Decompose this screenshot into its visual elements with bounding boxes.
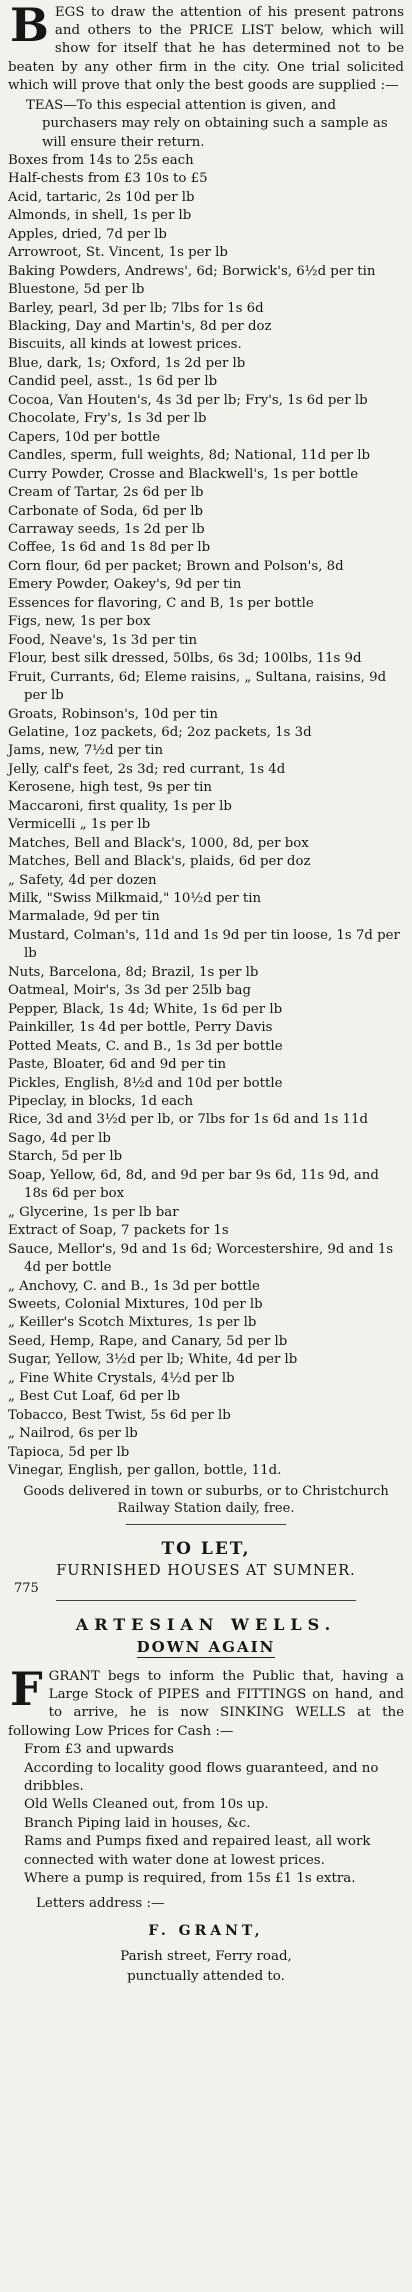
price-list-item: Painkiller, 1s 4d per bottle, Perry Davis — [8, 1020, 273, 1036]
price-list-item: Maccaroni, first quality, 1s per lb — [8, 798, 232, 814]
price-list-item: Tobacco, Best Twist, 5s 6d per lb — [8, 1407, 231, 1423]
price-list-item: „ Nailrod, 6s per lb — [8, 1426, 138, 1442]
price-list-item: Candid peel, asst., 1s 6d per lb — [8, 374, 218, 390]
price-list-item: Fruit, Currants, 6d; Eleme raisins, „ Sultana, raisins, 9d per lb — [8, 669, 387, 704]
artesian-line: From £3 and upwards — [24, 1742, 174, 1758]
price-list-item: Apples, dried, 7d per lb — [8, 226, 167, 242]
artesian-line: Rams and Pumps fixed and repaired least, all work connected with water done at lowest prices. — [24, 1834, 371, 1868]
artesian-paragraph — [8, 1661, 404, 1742]
price-list-item: Sugar, Yellow, 3½d per lb; White, 4d per lb — [8, 1352, 298, 1368]
price-list-item: Pepper, Black, 1s 4d; White, 1s 6d per lb — [8, 1001, 283, 1017]
price-list-item: Mustard, Colman's, 11d and 1s 9d per tin loose, 1s 7d per lb — [8, 927, 400, 962]
price-list-item: Baking Powders, Andrews', 6d; Borwick's, 6½d per tin — [8, 263, 376, 279]
price-list-item: Food, Neave's, 1s 3d per tin — [8, 632, 198, 648]
price-list-item: Marmalade, 9d per tin — [8, 909, 160, 925]
price-list — [6, 152, 406, 1481]
price-list-item: Groats, Robinson's, 10d per tin — [8, 706, 218, 722]
price-list-item: Coffee, 1s 6d and 1s 8d per lb — [8, 540, 211, 556]
price-list-item: Half-chests from £3 10s to £5 — [8, 171, 208, 187]
price-list-item: „ Fine White Crystals, 4½d per lb — [8, 1370, 235, 1386]
price-list-item: Figs, new, 1s per box — [8, 614, 151, 630]
price-list-item: Vinegar, English, per gallon, bottle, 11d. — [8, 1463, 282, 1479]
to-let-heading: TO LET, — [161, 1538, 251, 1559]
price-list-item: Boxes from 14s to 25s each — [8, 152, 194, 168]
price-list-item: Essences for flavoring, C and B, 1s per bottle — [8, 595, 314, 611]
price-list-item: Gelatine, 1oz packets, 6d; 2oz packets, 1s 3d — [8, 724, 312, 740]
price-list-item: Starch, 5d per lb — [8, 1149, 123, 1165]
artesian-subheading-text: DOWN AGAIN — [136, 1637, 276, 1656]
price-list-item: Biscuits, all kinds at lowest prices. — [8, 337, 242, 353]
delivery-notice: Goods delivered in town or suburbs, or to Christchurch Railway Station daily, free. — [23, 1483, 389, 1517]
price-list-item: Pipeclay, in blocks, 1d each — [8, 1094, 194, 1110]
price-list-item: Sago, 4d per lb — [8, 1130, 111, 1146]
artesian-heading: ARTESIAN WELLS. — [75, 1614, 337, 1634]
price-list-item: Carbonate of Soda, 6d per lb — [8, 503, 203, 519]
price-list-item: Corn flour, 6d per packet; Brown and Polson's, 8d — [8, 558, 344, 574]
price-list-item: Cream of Tartar, 2s 6d per lb — [8, 485, 204, 501]
price-list-item: Matches, Bell and Black's, plaids, 6d per doz — [8, 854, 311, 870]
price-list-item: Candles, sperm, full weights, 8d; National, 11d per lb — [8, 448, 371, 464]
price-list-item: Matches, Bell and Black's, 1000, 8d, per box — [8, 835, 309, 851]
price-list-item: „ Keiller's Scotch Mixtures, 1s per lb — [8, 1315, 257, 1331]
price-list-item: Nuts, Barcelona, 8d; Brazil, 1s per lb — [8, 964, 259, 980]
price-list-item: Milk, "Swiss Milkmaid," 10½d per tin — [8, 891, 262, 907]
artesian-line: Where a pump is required, from 15s £1 1s extra. — [24, 1871, 356, 1886]
price-list-item: Pickles, English, 8½d and 10d per bottle — [8, 1075, 283, 1091]
price-list-item: „ Safety, 4d per dozen — [8, 872, 157, 888]
price-list-item: Bluestone, 5d per lb — [8, 282, 145, 298]
price-list-item: Paste, Bloater, 6d and 9d per tin — [8, 1057, 227, 1073]
artesian-line: According to locality good flows guaranteed, and no dribbles. — [24, 1760, 379, 1794]
price-list-item: Capers, 10d per bottle — [8, 429, 161, 445]
intro-text: EGS to draw the attention of his present patrons and others to the PRICE LIST below, which will show for itself that he has determined not to be beaten by any other firm in the city. One trial solicited which will prove that only the best goods are supplied :— — [8, 5, 404, 93]
address: Parish street, Ferry road, — [120, 1949, 292, 1965]
price-list-item: Curry Powder, Crosse and Blackwell's, 1s per bottle — [8, 466, 359, 482]
signature: F. GRANT, — [148, 1923, 264, 1940]
price-list-item: Chocolate, Fry's, 1s 3d per lb — [8, 411, 207, 427]
price-list-item: Jams, new, 7½d per tin — [8, 743, 164, 759]
price-list-item: Vermicelli „ 1s per lb — [8, 817, 151, 833]
price-list-item: Tapioca, 5d per lb — [8, 1444, 130, 1460]
price-list-item: Acid, tartaric, 2s 10d per lb — [8, 189, 195, 205]
price-list-item: Sweets, Colonial Mixtures, 10d per lb — [8, 1297, 263, 1312]
price-list-item: Rice, 3d and 3½d per lb, or 7lbs for 1s 6d and 1s 11d — [8, 1112, 368, 1128]
artesian-body: GRANT begs to inform the Public that, having a Large Stock of PIPES and FITTINGS on hand, and to arrive, he is now SINKING WELLS at the following Low Prices for Cash :— — [8, 1668, 404, 1739]
closing-line: punctually attended to. — [127, 1969, 285, 1985]
price-list-item: Emery Powder, Oakey's, 9d per tin — [8, 577, 242, 593]
price-list-item: Almonds, in shell, 1s per lb — [8, 208, 192, 224]
price-list-item: „ Anchovy, C. and B., 1s 3d per bottle — [8, 1278, 260, 1294]
intro-drop-cap: B — [10, 0, 49, 52]
price-list-item: Soap, Yellow, 6d, 8d, and 9d per bar 9s 6d, 11s 9d, and 18s 6d per box — [8, 1167, 379, 1202]
price-list-item: Sauce, Mellor's, 9d and 1s 6d; Worcestershire, 9d and 1s 4d per bottle — [8, 1241, 394, 1276]
price-list-item: Carraway seeds, 1s 2d per lb — [8, 521, 205, 537]
artesian-line: Branch Piping laid in houses, &c. — [24, 1815, 251, 1831]
to-let-subheading: FURNISHED HOUSES AT SUMNER. — [56, 1562, 356, 1579]
price-list-item: Arrowroot, St. Vincent, 1s per lb — [8, 245, 228, 261]
price-list-item: Flour, best silk dressed, 50lbs, 6s 3d; 100lbs, 11s 9d — [8, 651, 362, 667]
price-list-item: Potted Meats, C. and B., 1s 3d per bottle — [8, 1038, 283, 1054]
artesian-line: Old Wells Cleaned out, from 10s up. — [24, 1797, 269, 1813]
price-list-item: Barley, pearl, 3d per lb; 7lbs for 1s 6d — [8, 300, 264, 316]
price-list-item: Seed, Hemp, Rape, and Canary, 5d per lb — [8, 1333, 288, 1349]
price-list-item: Cocoa, Van Houten's, 4s 3d per lb; Fry's, 1s 6d per lb — [8, 392, 368, 408]
teas-notice: TEAS—To this especial attention is given, and purchasers may rely on obtaining such a sample as will ensure their return. — [26, 98, 388, 150]
letters-address: Letters address :— — [36, 1896, 165, 1912]
price-list-item: „ Best Cut Loaf, 6d per lb — [8, 1389, 181, 1405]
price-list-item: Oatmeal, Moir's, 3s 3d per 25lb bag — [8, 983, 251, 999]
divider — [126, 1524, 286, 1525]
artesian-subheading — [6, 1638, 406, 1656]
price-list-item: Jelly, calf's feet, 2s 3d; red currant, 1s 4d — [8, 761, 286, 777]
price-list-item: Blue, dark, 1s; Oxford, 1s 2d per lb — [8, 355, 246, 371]
price-list-item: Blacking, Day and Martin's, 8d per doz — [8, 318, 272, 334]
price-list-item: Kerosene, high test, 9s per tin — [8, 780, 212, 796]
price-list-item: Extract of Soap, 7 packets for 1s — [8, 1223, 229, 1239]
intro-paragraph — [8, 0, 404, 95]
artesian-drop-cap: F — [10, 1661, 43, 1716]
divider — [56, 1600, 356, 1601]
advert-number: 775 — [14, 1580, 39, 1596]
price-list-item: „ Glycerine, 1s per lb bar — [8, 1204, 179, 1220]
